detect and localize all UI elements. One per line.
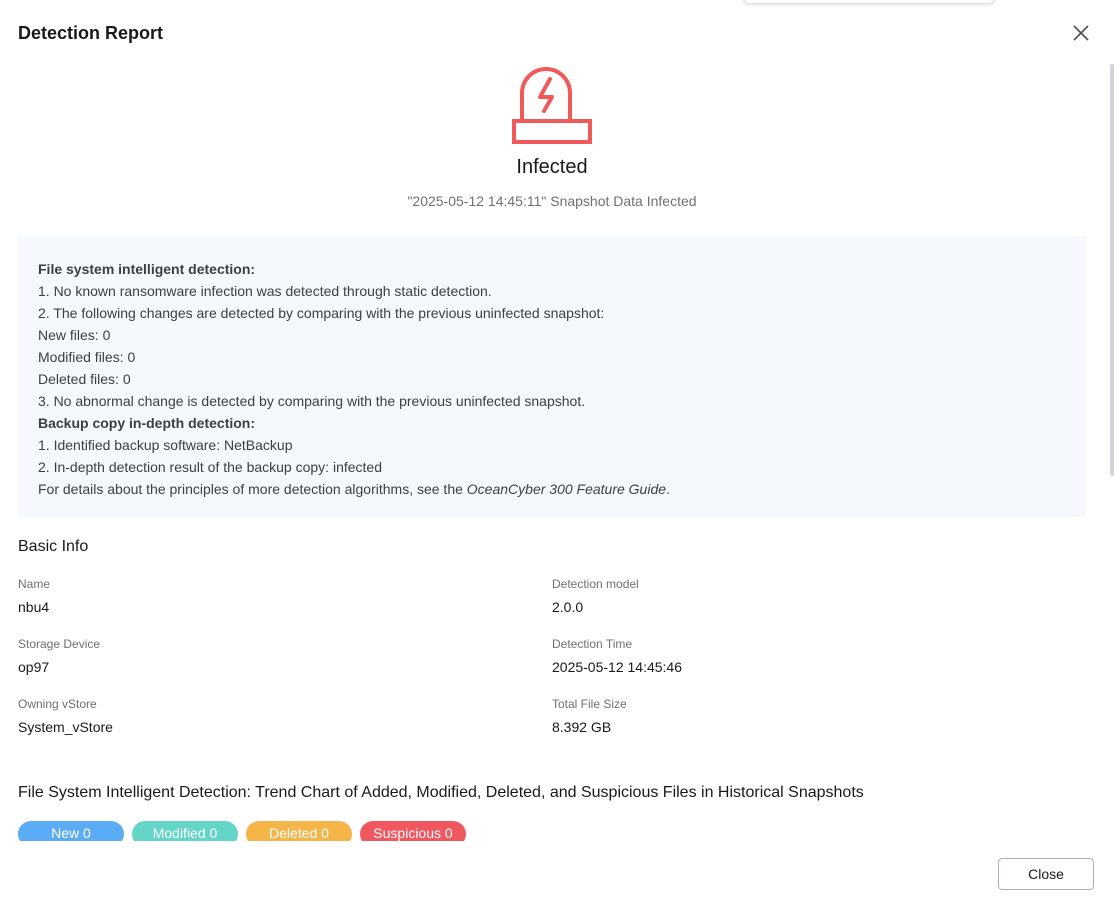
vstore-value: System_vStore xyxy=(18,719,113,735)
status-title: Infected xyxy=(516,156,588,178)
popover-edge xyxy=(743,0,995,4)
guide-prefix: For details about the principles of more detection algorithms, see the xyxy=(38,481,467,497)
dialog-footer xyxy=(0,841,1110,906)
legend-new[interactable]: New 0 xyxy=(18,821,124,847)
detail-line: Deleted files: 0 xyxy=(38,371,131,387)
total-file-size-value: 8.392 GB xyxy=(552,719,612,735)
scrollbar[interactable] xyxy=(1110,64,1114,476)
trend-chart-title: File System Intelligent Detection: Trend Chart of Added, Modified, Deleted, and Suspicious Files in Historical Snapshots xyxy=(18,784,864,801)
detection-model-value: 2.0.0 xyxy=(552,599,584,615)
backup-detection-heading: Backup copy in-depth detection: xyxy=(38,415,256,431)
guide-link[interactable]: OceanCyber 300 Feature Guide xyxy=(466,481,667,497)
detection-details xyxy=(18,236,1086,517)
dialog-title: Detection Report xyxy=(18,23,164,43)
guide-suffix: . xyxy=(666,481,670,497)
total-file-size-label: Total File Size xyxy=(552,697,627,711)
vstore-label: Owning vStore xyxy=(18,697,97,711)
storage-device-label: Storage Device xyxy=(18,637,101,651)
detail-line: 3. No abnormal change is detected by comparing with the previous uninfected snapshot. xyxy=(38,393,586,409)
legend-modified[interactable]: Modified 0 xyxy=(132,821,238,847)
basic-info-title: Basic Info xyxy=(18,538,89,555)
guide-note xyxy=(38,478,1066,500)
detection-time-value: 2025-05-12 14:45:46 xyxy=(552,659,682,675)
name-label: Name xyxy=(18,577,51,591)
detail-line: 2. The following changes are detected by comparing with the previous uninfected snapshot: xyxy=(38,305,605,321)
name-value: nbu4 xyxy=(18,599,50,615)
detail-line: 2. In-depth detection result of the backup copy: infected xyxy=(38,459,382,475)
close-button[interactable]: Close xyxy=(998,858,1094,890)
detection-time-label: Detection Time xyxy=(552,637,633,651)
detection-model-label: Detection model xyxy=(552,577,639,591)
alarm-siren-icon xyxy=(512,65,592,145)
fs-detection-heading: File system intelligent detection: xyxy=(38,261,256,277)
status-subtitle: "2025-05-12 14:45:11" Snapshot Data Infected xyxy=(407,193,697,209)
close-icon[interactable] xyxy=(1070,22,1092,44)
storage-device-value: op97 xyxy=(18,659,50,675)
detail-line: 1. Identified backup software: NetBackup xyxy=(38,437,293,453)
detail-line: New files: 0 xyxy=(38,327,111,343)
detail-line: Modified files: 0 xyxy=(38,349,136,365)
detail-line: 1. No known ransomware infection was detected through static detection. xyxy=(38,283,492,299)
legend-deleted[interactable]: Deleted 0 xyxy=(246,821,352,847)
legend-suspicious[interactable]: Suspicious 0 xyxy=(360,821,466,847)
